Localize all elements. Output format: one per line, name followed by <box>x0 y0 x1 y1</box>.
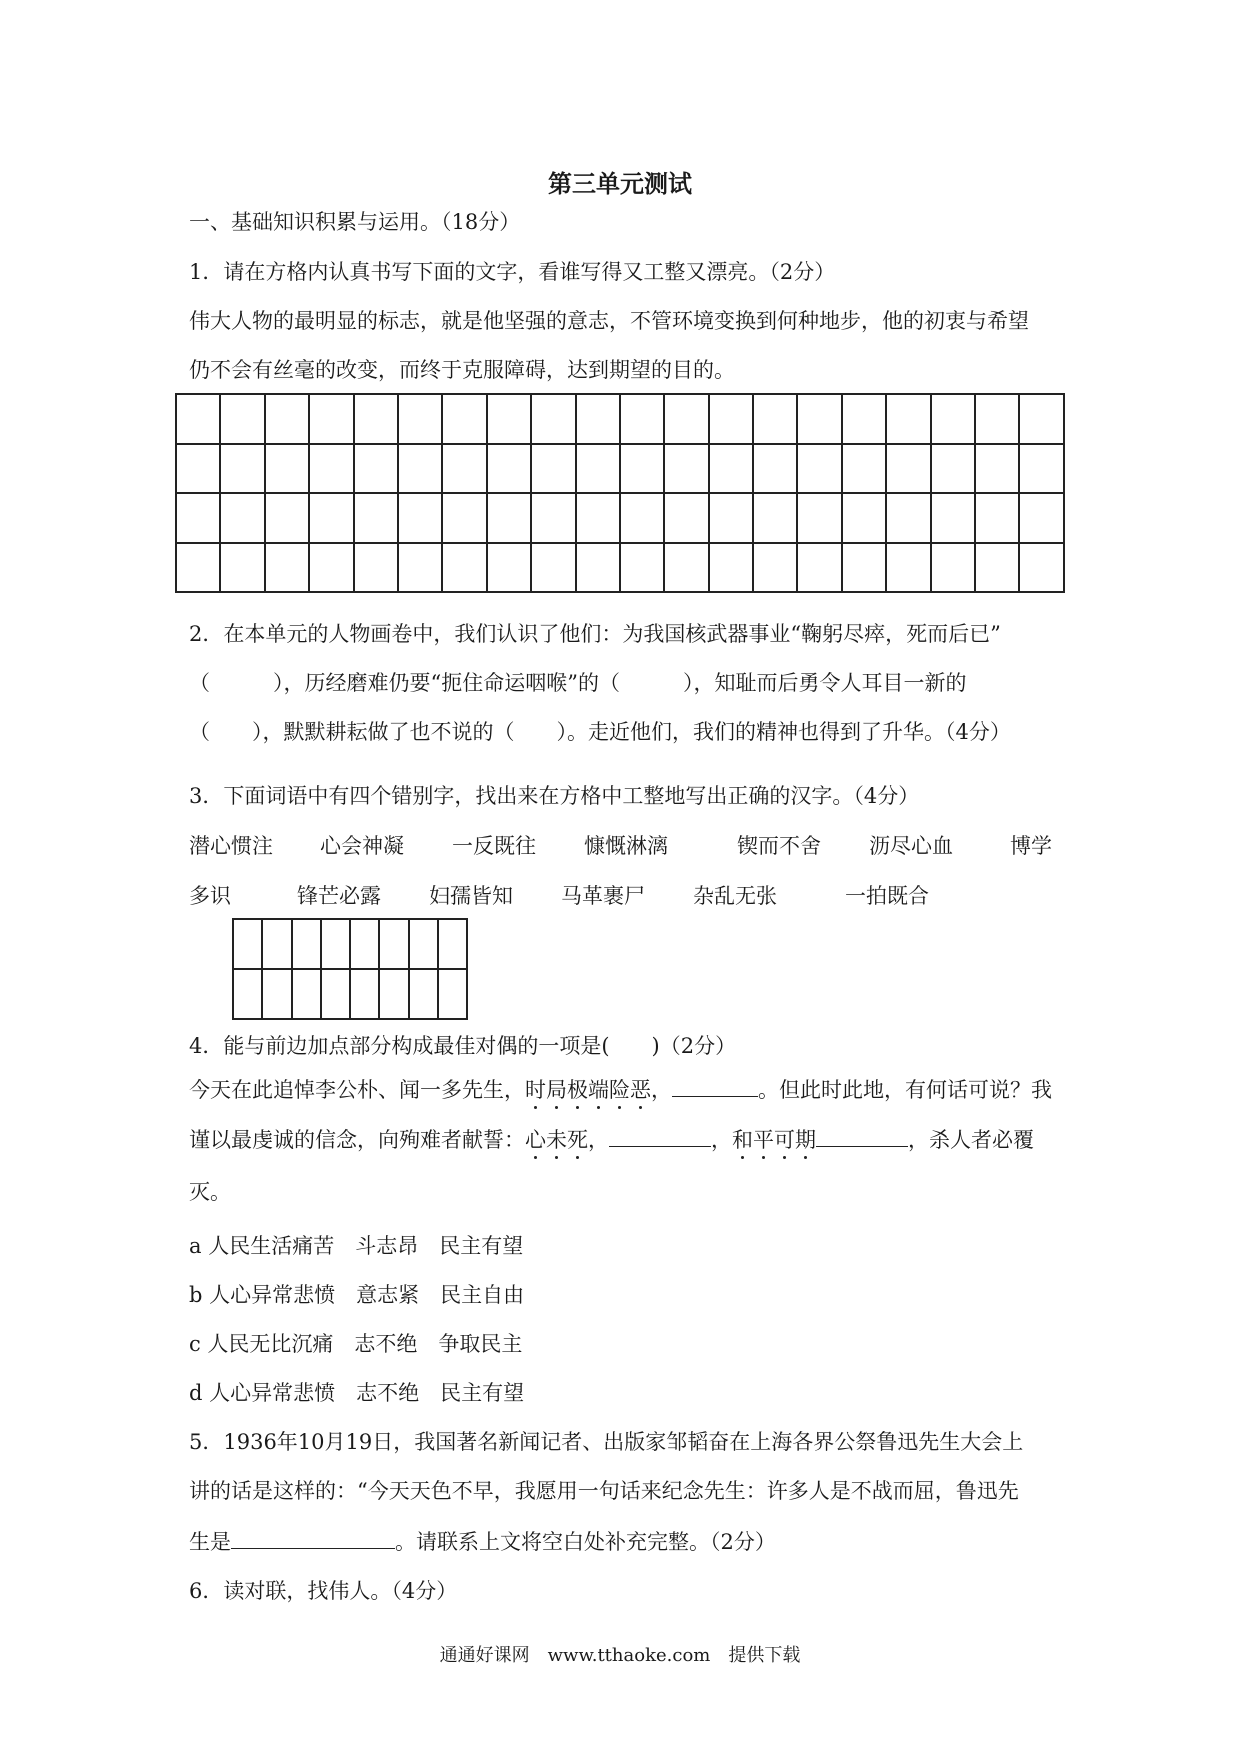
dotted-character: 期 <box>795 1128 816 1152</box>
passage-text: 生是 <box>189 1530 231 1554</box>
grid-cell[interactable] <box>354 394 398 444</box>
grid-cell[interactable] <box>487 493 531 543</box>
grid-cell[interactable] <box>220 493 264 543</box>
grid-cell[interactable] <box>350 919 379 969</box>
grid-cell[interactable] <box>531 493 575 543</box>
grid-cell[interactable] <box>531 444 575 494</box>
grid-cell[interactable] <box>664 444 708 494</box>
dotted-character: 可 <box>774 1128 795 1152</box>
grid-cell[interactable] <box>753 394 797 444</box>
grid-cell[interactable] <box>220 444 264 494</box>
grid-cell[interactable] <box>531 543 575 593</box>
dotted-character: 恶 <box>630 1078 651 1102</box>
word-item: 马革裹尸 <box>561 884 645 908</box>
grid-cell[interactable] <box>664 493 708 543</box>
grid-cell[interactable] <box>664 543 708 593</box>
grid-cell[interactable] <box>354 543 398 593</box>
grid-cell[interactable] <box>438 919 467 969</box>
grid-cell[interactable] <box>797 493 841 543</box>
grid-cell[interactable] <box>1019 543 1064 593</box>
grid-cell[interactable] <box>842 444 886 494</box>
grid-cell[interactable] <box>265 493 309 543</box>
word-item: 博学 <box>1010 834 1052 858</box>
section-heading: 一、基础知识积累与运用。（18分） <box>189 210 521 234</box>
grid-cell[interactable] <box>176 444 220 494</box>
grid-cell[interactable] <box>886 543 930 593</box>
question-4-passage-line-2 <box>189 1128 1034 1151</box>
grid-cell[interactable] <box>265 444 309 494</box>
grid-cell[interactable] <box>620 493 664 543</box>
passage-text: ， <box>711 1128 732 1152</box>
grid-cell[interactable] <box>398 394 442 444</box>
grid-cell[interactable] <box>531 394 575 444</box>
question-3-prompt: 3．下面词语中有四个错别字，找出来在方格中工整地写出正确的汉字。（4分） <box>189 784 920 808</box>
grid-cell[interactable] <box>975 394 1019 444</box>
question-1-text-line-1: 伟大人物的最明显的标志，就是他坚强的意志，不管环境变换到何种地步，他的初衷与希望 <box>189 309 1029 333</box>
dotted-character: 死 <box>567 1128 588 1152</box>
word-item: 一拍既合 <box>845 884 929 908</box>
grid-cell[interactable] <box>265 394 309 444</box>
page-title: 第三单元测试 <box>548 170 692 198</box>
passage-text: ， <box>588 1128 609 1152</box>
grid-cell[interactable] <box>487 543 531 593</box>
dotted-character: 极 <box>567 1078 588 1102</box>
grid-cell[interactable] <box>709 493 753 543</box>
grid-cell[interactable] <box>576 394 620 444</box>
grid-cell[interactable] <box>886 444 930 494</box>
grid-cell[interactable] <box>265 543 309 593</box>
question-1-text-line-2: 仍不会有丝毫的改变，而终于克服障碍，达到期望的目的。 <box>189 358 735 382</box>
word-item: 杂乱无张 <box>693 884 777 908</box>
grid-cell[interactable] <box>975 543 1019 593</box>
grid-cell[interactable] <box>931 444 975 494</box>
grid-cell[interactable] <box>409 919 438 969</box>
word-item: 锲而不舍 <box>737 834 821 858</box>
grid-cell[interactable] <box>975 444 1019 494</box>
grid-cell[interactable] <box>350 969 379 1019</box>
dotted-character: 心 <box>525 1128 546 1152</box>
dotted-phrase <box>525 1078 651 1102</box>
grid-cell[interactable] <box>176 493 220 543</box>
question-5-line-2: 讲的话是这样的：“今天天色不早，我愿用一句话来纪念先生：许多人是不战而屈，鲁迅先 <box>189 1479 1019 1503</box>
grid-cell[interactable] <box>620 394 664 444</box>
passage-text: ， <box>651 1078 672 1102</box>
word-item: 潜心惯注 <box>189 834 273 858</box>
dotted-character: 局 <box>546 1078 567 1102</box>
correction-grid[interactable] <box>232 918 468 1020</box>
grid-cell[interactable] <box>709 444 753 494</box>
dotted-character: 险 <box>609 1078 630 1102</box>
grid-cell[interactable] <box>442 444 486 494</box>
question-6-prompt: 6．读对联，找伟人。（4分） <box>189 1579 458 1603</box>
grid-cell[interactable] <box>886 493 930 543</box>
grid-cell[interactable] <box>797 543 841 593</box>
grid-cell[interactable] <box>753 493 797 543</box>
question-4-prompt: 4．能与前边加点部分构成最佳对偶的一项是( )（2分） <box>189 1034 737 1058</box>
grid-cell[interactable] <box>576 444 620 494</box>
question-2-line-1: 2．在本单元的人物画卷中，我们认识了他们：为我国核武器事业“鞠躬尽瘁，死而后已” <box>189 622 1001 646</box>
dotted-phrase <box>525 1128 588 1152</box>
grid-cell[interactable] <box>620 444 664 494</box>
dotted-character: 未 <box>546 1128 567 1152</box>
grid-cell[interactable] <box>321 969 350 1019</box>
grid-cell[interactable] <box>620 543 664 593</box>
grid-cell[interactable] <box>1019 394 1064 444</box>
word-item: 一反既往 <box>452 834 536 858</box>
grid-cell[interactable] <box>309 543 353 593</box>
passage-text: 。请联系上文将空白处补充完整。（2分） <box>395 1530 776 1554</box>
grid-cell[interactable] <box>309 493 353 543</box>
grid-cell[interactable] <box>262 969 291 1019</box>
grid-cell[interactable] <box>487 444 531 494</box>
grid-cell[interactable] <box>931 493 975 543</box>
grid-cell[interactable] <box>309 394 353 444</box>
grid-cell[interactable] <box>709 394 753 444</box>
grid-cell[interactable] <box>354 493 398 543</box>
grid-cell[interactable] <box>842 394 886 444</box>
passage-text: 谨以最虔诚的信念，向殉难者献誓： <box>189 1128 525 1152</box>
word-item: 沥尽心血 <box>869 834 953 858</box>
grid-cell[interactable] <box>842 543 886 593</box>
grid-cell[interactable] <box>438 969 467 1019</box>
writing-grid[interactable] <box>175 393 1065 593</box>
passage-text: ，杀人者必覆 <box>908 1128 1034 1152</box>
question-2-line-3: （ ），默默耕耘做了也不说的（ ）。走近他们，我们的精神也得到了升华。（4分） <box>189 720 1011 744</box>
grid-cell[interactable] <box>709 543 753 593</box>
grid-cell[interactable] <box>576 543 620 593</box>
grid-cell[interactable] <box>487 394 531 444</box>
word-item: 多识 <box>189 884 231 908</box>
grid-cell[interactable] <box>886 394 930 444</box>
grid-cell[interactable] <box>442 493 486 543</box>
option-c[interactable]: c 人民无比沉痛 志不绝 争取民主 <box>189 1332 523 1356</box>
answer-blank[interactable] <box>672 1078 758 1097</box>
grid-cell[interactable] <box>1019 444 1064 494</box>
word-item: 慷慨淋漓 <box>584 834 668 858</box>
grid-cell[interactable] <box>753 444 797 494</box>
word-item: 锋芒必露 <box>297 884 381 908</box>
question-2-line-2: （ ），历经磨难仍要“扼住命运咽喉”的（ ），知耻而后勇令人耳目一新的 <box>189 671 967 695</box>
passage-text: 。但此时此地，有何话可说？我 <box>758 1078 1052 1102</box>
dotted-character: 时 <box>525 1078 546 1102</box>
grid-cell[interactable] <box>842 493 886 543</box>
answer-blank[interactable] <box>231 1530 395 1549</box>
question-1-prompt: 1．请在方格内认真书写下面的文字，看谁写得又工整又漂亮。（2分） <box>189 260 836 284</box>
option-b[interactable]: b 人心异常悲愤 意志紧 民主自由 <box>189 1283 525 1307</box>
grid-cell[interactable] <box>354 444 398 494</box>
grid-cell[interactable] <box>220 394 264 444</box>
grid-cell[interactable] <box>753 543 797 593</box>
grid-cell[interactable] <box>797 444 841 494</box>
grid-cell[interactable] <box>1019 493 1064 543</box>
word-item: 心会神凝 <box>320 834 404 858</box>
question-4-passage-line-1 <box>189 1078 1052 1101</box>
grid-cell[interactable] <box>292 969 321 1019</box>
grid-cell[interactable] <box>409 969 438 1019</box>
grid-cell[interactable] <box>398 543 442 593</box>
question-4-passage-line-3: 灭。 <box>189 1180 231 1204</box>
grid-cell[interactable] <box>233 969 262 1019</box>
grid-cell[interactable] <box>321 919 350 969</box>
dotted-character: 端 <box>588 1078 609 1102</box>
dotted-character: 和 <box>732 1128 753 1152</box>
question-5-line-1: 5．1936年10月19日，我国著名新闻记者、出版家邹韬奋在上海各界公祭鲁迅先生大会上 <box>189 1430 1024 1454</box>
grid-cell[interactable] <box>442 394 486 444</box>
grid-cell[interactable] <box>931 543 975 593</box>
dotted-character: 平 <box>753 1128 774 1152</box>
grid-cell[interactable] <box>220 543 264 593</box>
word-item: 妇孺皆知 <box>429 884 513 908</box>
grid-cell[interactable] <box>379 969 408 1019</box>
grid-cell[interactable] <box>309 444 353 494</box>
grid-cell[interactable] <box>576 493 620 543</box>
grid-cell[interactable] <box>975 493 1019 543</box>
footer-text: 通通好课网 www.tthaoke.com 提供下载 <box>439 1645 801 1666</box>
grid-cell[interactable] <box>176 543 220 593</box>
grid-cell[interactable] <box>398 444 442 494</box>
answer-blank[interactable] <box>609 1128 711 1147</box>
question-5-line-3 <box>189 1530 776 1553</box>
passage-text: 今天在此追悼李公朴、闻一多先生， <box>189 1078 525 1102</box>
grid-cell[interactable] <box>398 493 442 543</box>
grid-cell[interactable] <box>262 919 291 969</box>
grid-cell[interactable] <box>442 543 486 593</box>
grid-cell[interactable] <box>176 394 220 444</box>
option-a[interactable]: a 人民生活痛苦 斗志昂 民主有望 <box>189 1234 524 1258</box>
grid-cell[interactable] <box>292 919 321 969</box>
grid-cell[interactable] <box>233 919 262 969</box>
answer-blank[interactable] <box>816 1128 908 1147</box>
option-d[interactable]: d 人心异常悲愤 志不绝 民主有望 <box>189 1381 525 1405</box>
grid-cell[interactable] <box>931 394 975 444</box>
grid-cell[interactable] <box>664 394 708 444</box>
grid-cell[interactable] <box>379 919 408 969</box>
dotted-phrase <box>732 1128 816 1152</box>
grid-cell[interactable] <box>797 394 841 444</box>
